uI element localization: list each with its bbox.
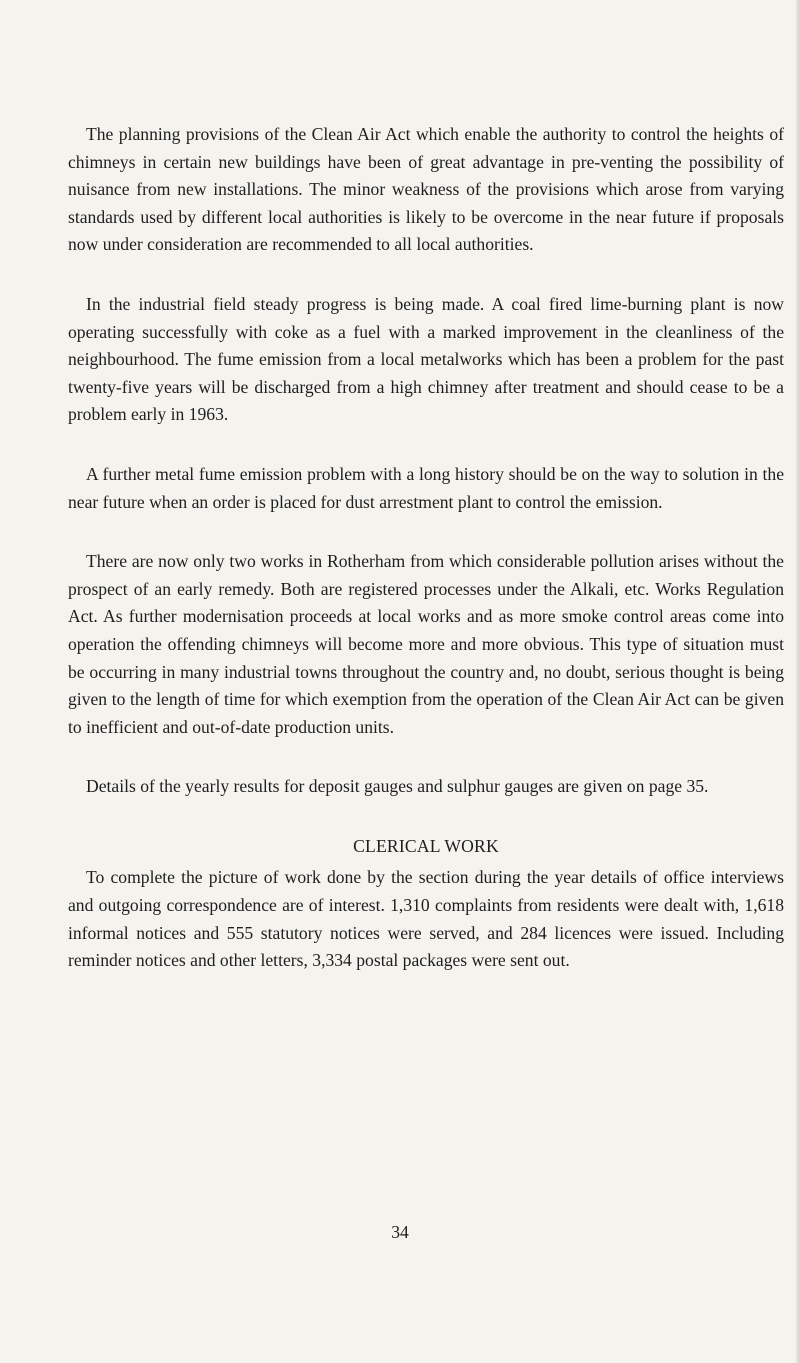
paragraph-gauge-results: Details of the yearly results for deposit gauges and sulphur gauges are given on page 35.	[86, 776, 709, 797]
paragraph-planning-provisions: The planning provisions of the Clean Air Act which enable the authority to control the heights of chimneys in certain new buildings have been of great advantage in pre-venting the possibility of nuisance from new installations. The minor weakness of the provisions which arose from varying standards used by different local authorities is likely to be overcome in the near future if proposals now under consideration are recommended to all local authorities.	[68, 124, 784, 255]
paragraph-gap	[68, 259, 784, 291]
paragraph-gap	[68, 429, 784, 461]
paragraph-gap	[68, 801, 784, 833]
paragraph-gap	[68, 741, 784, 773]
paragraph-rotherham-works: There are now only two works in Rotherham from which considerable pollution arises without the prospect of an early remedy. Both are registered processes under the Alkali, etc. Works Regulation Act. As further modernisation proceeds at local works and as more smoke control areas come into operation the offending chimneys will become more and more obvious. This type of situation must be occurring in many industrial towns throughout the country and, no doubt, serious thought is being given to the length of time for which exemption from the operation of the Clean Air Act can be given to inefficient and out-of-date production units.	[68, 551, 784, 737]
paragraph-clerical-work: To complete the picture of work done by the section during the year details of office interviews and outgoing correspondence are of interest. 1,310 complaints from residents were dealt with, 1,618 informal notices and 555 statutory notices were served, and 284 licences were issued. Including reminder notices and other letters, 3,334 postal packages were sent out.	[68, 867, 784, 971]
page-edge-shadow	[796, 0, 800, 1363]
paragraph-metal-fume: A further metal fume emission problem with a long history should be on the way to solution in the near future when an order is placed for dust arrestment plant to control the emission.	[68, 463, 784, 512]
page-body	[68, 121, 784, 975]
page-number: 34	[391, 1222, 409, 1242]
section-heading-clerical-work: CLERICAL WORK	[353, 835, 499, 856]
paragraph-gap	[68, 516, 784, 548]
paragraph-industrial-field: In the industrial field steady progress is being made. A coal fired lime-burning plant is now operating successfully with coke as a fuel with a marked improvement in the cleanliness of the neighbourhood. The fume emission from a local metalworks which has been a problem for the past twenty-five years will be discharged from a high chimney after treatment and should cease to be a problem early in 1963.	[68, 293, 784, 425]
